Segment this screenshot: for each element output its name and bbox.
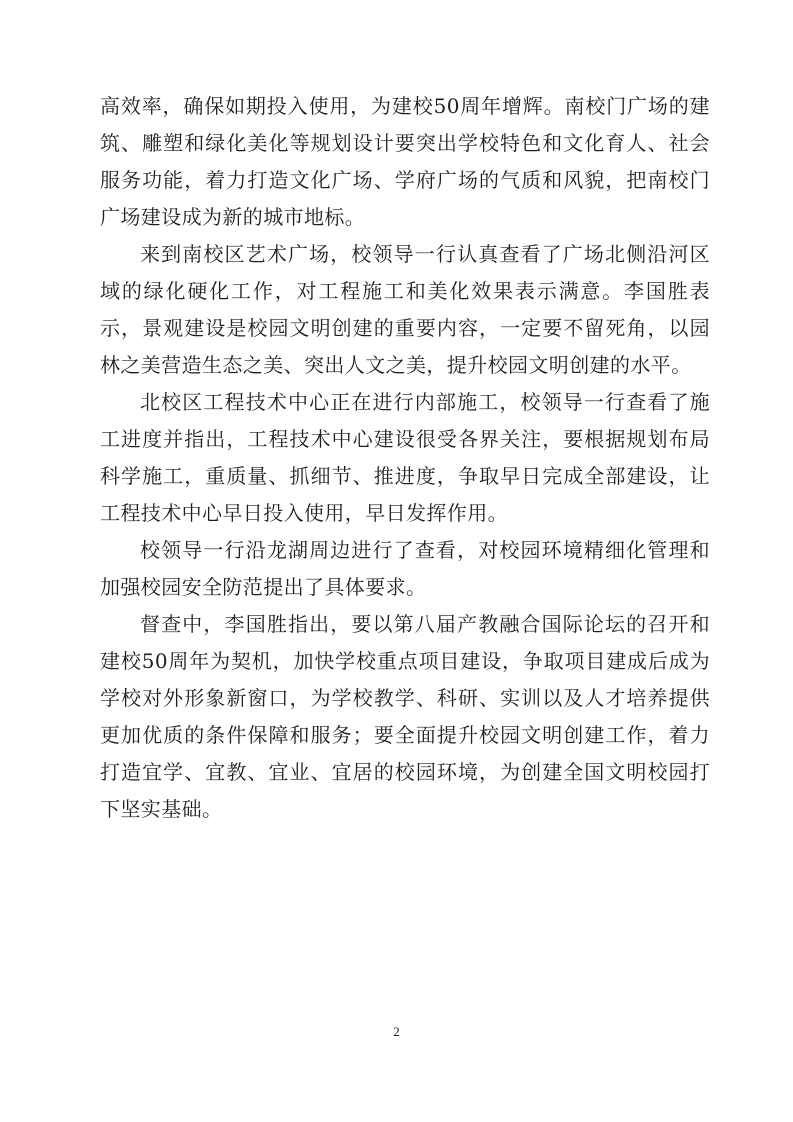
article-body <box>100 88 710 828</box>
paragraph-1: 高效率，确保如期投入使用，为建校50周年增辉。南校门广场的建筑、雕塑和绿化美化等规划设计要突出学校特色和文化育人、社会服务功能，着力打造文化广场、学府广场的气质和风貌，把南校门广场建设成为新的城市地标。 <box>100 94 710 229</box>
page-number: 2 <box>393 1024 400 1039</box>
paragraph-4: 校领导一行沿龙湖周边进行了查看，对校园环境精细化管理和加强校园安全防范提出了具体要求。 <box>100 538 710 599</box>
paragraph-5: 督查中，李国胜指出，要以第八届产教融合国际论坛的召开和建校50周年为契机，加快学校重点项目建设，争取项目建成后成为学校对外形象新窗口，为学校教学、科研、实训以及人才培养提供更加优质的条件保障和服务；要全面提升校园文明创建工作，着力打造宜学、宜教、宜业、宜居的校园环境，为创建全国文明校园打下坚实基础。 <box>100 612 710 821</box>
paragraph-2: 来到南校区艺术广场，校领导一行认真查看了广场北侧沿河区域的绿化硬化工作，对工程施工和美化效果表示满意。李国胜表示，景观建设是校园文明创建的重要内容，一定要不留死角，以园林之美营造生态之美、突出人文之美，提升校园文明创建的水平。 <box>100 242 710 377</box>
paragraph-3: 北校区工程技术中心正在进行内部施工，校领导一行查看了施工进度并指出，工程技术中心建设很受各界关注，要根据规划布局科学施工，重质量、抓细节、推进度，争取早日完成全部建设，让工程技术中心早日投入使用，早日发挥作用。 <box>100 390 710 525</box>
